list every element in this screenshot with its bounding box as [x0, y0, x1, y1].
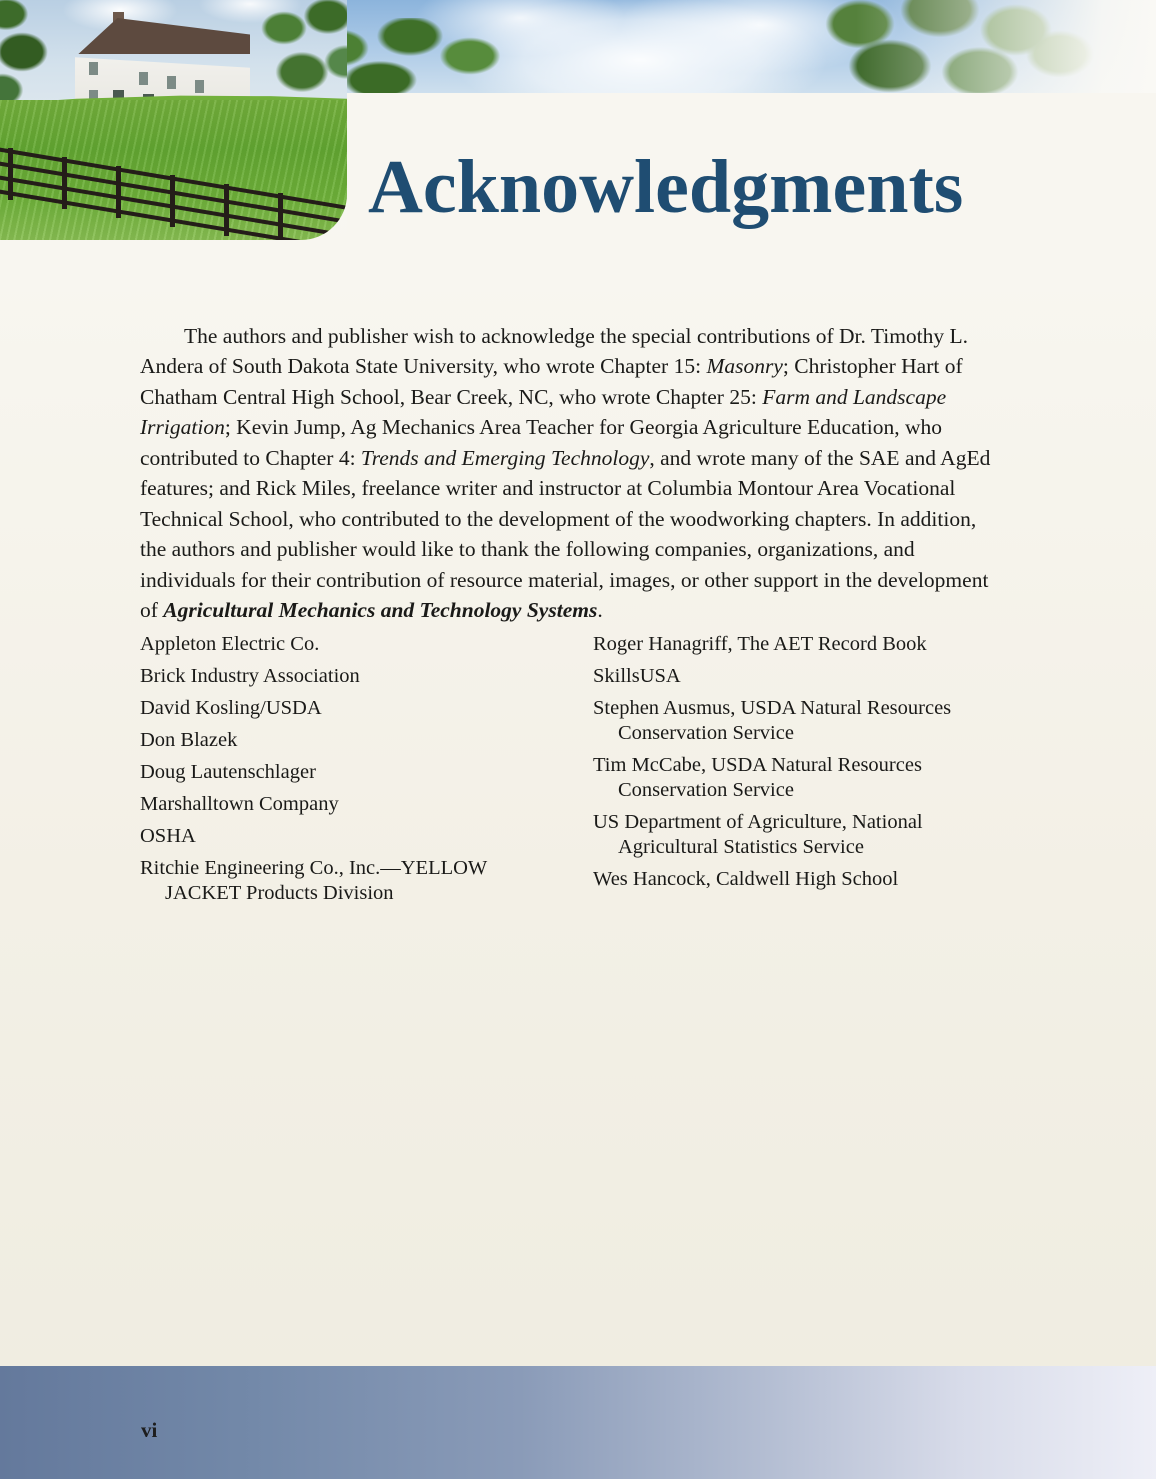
- page-header: [0, 0, 1156, 260]
- fence-post: [224, 184, 229, 236]
- fence-post: [116, 166, 121, 218]
- intro-text-2: ; Christopher Hart of Chatham Central High School, Bear Creek, NC, who wrote Chapter 25:: [140, 354, 963, 409]
- window: [89, 62, 98, 75]
- credits-column-right: [593, 632, 1013, 899]
- photo-fade-overlay: [856, 0, 1156, 95]
- intro-text-1: The authors and publisher wish to acknowledge the special contributions of Dr. Timothy L. Andera of South Dakota State University, who wrote Chapter 15:: [140, 323, 969, 378]
- list-item: Don Blazek: [140, 729, 238, 751]
- credits-column-left: [140, 632, 540, 913]
- book-title: Agricultural Mechanics and Technology Systems: [163, 598, 598, 622]
- list-item: Wes Hancock, Caldwell High School: [593, 868, 899, 890]
- intro-text-5: .: [597, 598, 603, 622]
- list-item: Ritchie Engineering Co., Inc.—YELLOW JACKET Products Division: [140, 857, 487, 904]
- fence-post: [62, 157, 67, 209]
- fence-post: [8, 148, 13, 200]
- acknowledgments-paragraph: [140, 321, 1002, 626]
- intro-text-4: , and wrote many of the SAE and AgEd features; and Rick Miles, freelance writer and instructor at Columbia Montour Area Vocational Technical School, who contributed to the development of the woodworking chapters. In addition, the authors and publisher would like to thank the following companies, organizations, and individuals for their contribution of resource material, images, or other support in the development of: [140, 445, 991, 622]
- chapter-title-irrigation: Farm and Landscape Irrigation: [140, 384, 947, 439]
- list-item: Marshalltown Company: [140, 793, 339, 815]
- chapter-title-trends: Trends and Emerging Technology: [360, 445, 650, 470]
- list-item: David Kosling/USDA: [140, 697, 322, 719]
- list-item: Appleton Electric Co.: [140, 633, 320, 655]
- window: [195, 80, 204, 93]
- roof: [55, 18, 250, 54]
- fence-post: [278, 193, 283, 240]
- list-item: Roger Hanagriff, The AET Record Book: [593, 633, 927, 655]
- list-item: Doug Lautenschlager: [140, 761, 316, 783]
- chapter-title-masonry: Masonry: [706, 354, 783, 378]
- list-item: Tim McCabe, USDA Natural Resources Conservation Service: [593, 754, 922, 801]
- list-item: OSHA: [140, 825, 196, 847]
- window: [139, 72, 148, 85]
- list-item: SkillsUSA: [593, 665, 681, 687]
- intro-text-3: ; Kevin Jump, Ag Mechanics Area Teacher for Georgia Agriculture Education, who contributed to Chapter 4:: [140, 415, 942, 470]
- page-number: vi: [141, 1418, 158, 1442]
- fence-post: [170, 175, 175, 227]
- farm-photo-panel: [0, 0, 347, 240]
- list-item: Brick Industry Association: [140, 665, 360, 687]
- page-title: Acknowledgments: [368, 144, 964, 229]
- list-item: Stephen Ausmus, USDA Natural Resources Conservation Service: [593, 697, 952, 744]
- footer-bar: [0, 1366, 1156, 1479]
- lower-fence: [0, 140, 347, 240]
- list-item: US Department of Agriculture, National Agricultural Statistics Service: [593, 811, 923, 858]
- window: [167, 76, 176, 89]
